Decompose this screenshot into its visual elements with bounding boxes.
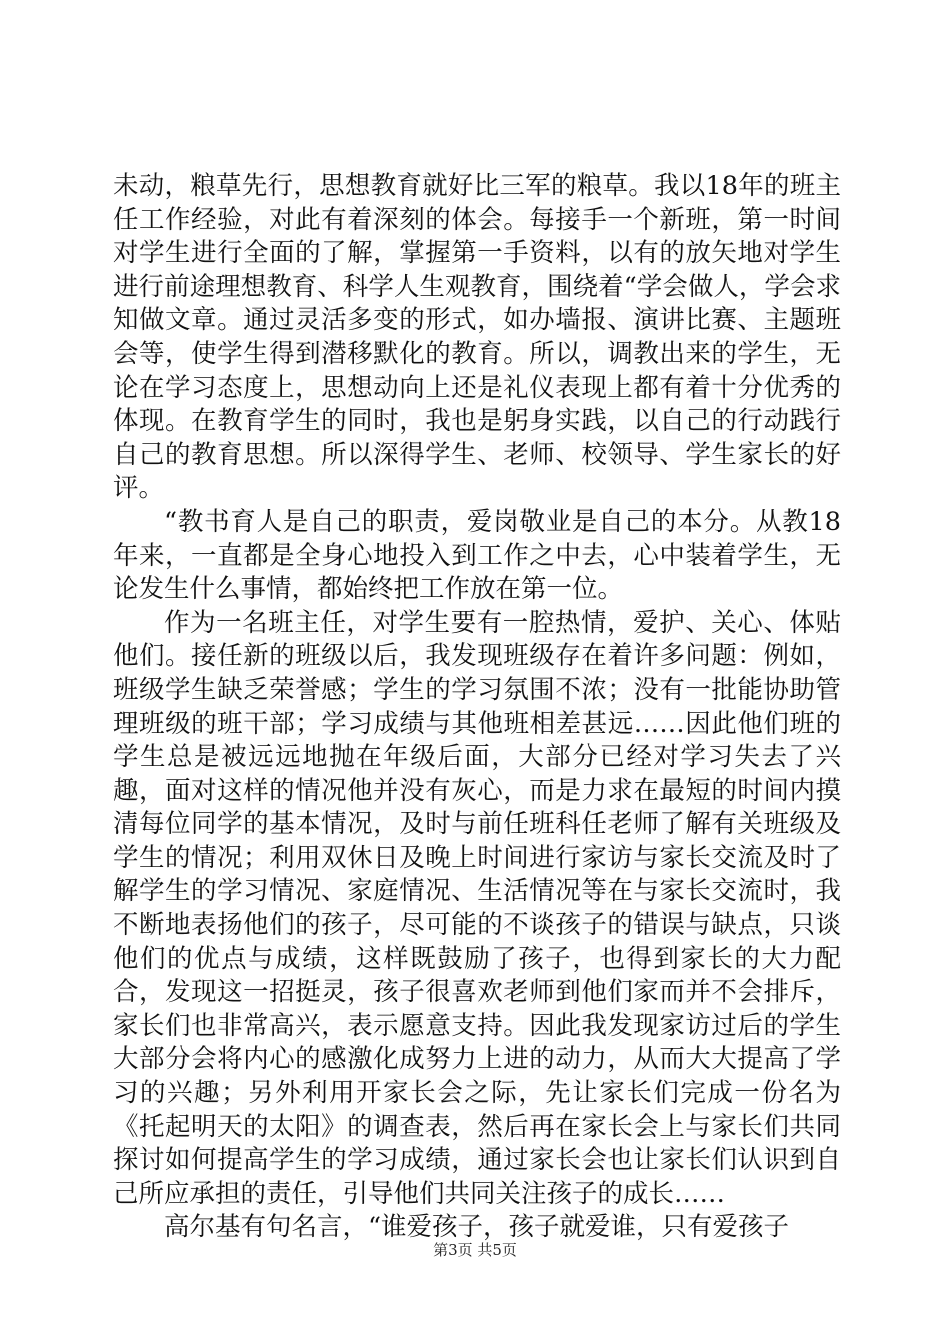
page-footer: 第3页 共5页 <box>433 1241 517 1259</box>
paragraph-2: “教书育人是自己的职责，爱岗敬业是自己的本分。从教18年来，一直都是全身心地投入到工作之中去，心中装着学生，无论发生什么事情，都始终把工作放在第一位。 <box>113 506 841 605</box>
document-body <box>113 170 841 1245</box>
paragraph-1: 未动，粮草先行，思想教育就好比三军的粮草。我以18年的班主任工作经验，对此有着深刻的体会。每接手一个新班，第一时间对学生进行全面的了解，掌握第一手资料，以有的放矢地对学生进行前途理想教育、科学人生观教育，围绕着“学会做人，学会求知做文章。通过灵活多变的形式，如办墙报、演讲比赛、主题班会等，使学生得到潜移默化的教育。所以，调教出来的学生，无论在学习态度上，思想动向上还是礼仪表现上都有着十分优秀的体现。在教育学生的同时，我也是躬身实践，以自己的行动践行自己的教育思想。所以深得学生、老师、校领导、学生家长的好评。 <box>113 171 841 504</box>
paragraph-3: 作为一名班主任，对学生要有一腔热情，爱护、关心、体贴他们。接任新的班级以后，我发现班级存在着许多问题：例如，班级学生缺乏荣誉感；学生的学习氛围不浓；没有一批能协助管理班级的班干部；学习成绩与其他班相差甚远……因此他们班的学生总是被远远地抛在年级后面，大部分已经对学习失去了兴趣，面对这样的情况他并没有灰心，而是力求在最短的时间内摸清每位同学的基本情况，及时与前任班科任老师了解有关班级及学生的情况；利用双休日及晚上时间进行家访与家长交流及时了解学生的学习情况、家庭情况、生活情况等在与家长交流时，我不断地表扬他们的孩子，尽可能的不谈孩子的错误与缺点，只谈他们的优点与成绩，这样既鼓励了孩子，也得到家长的大力配合，发现这一招挺灵，孩子很喜欢老师到他们家而并不会排斥，家长们也非常高兴，表示愿意支持。因此我发现家访过后的学生大部分会将内心的感激化成努力上进的动力，从而大大提高了学习的兴趣；另外利用开家长会之际，先让家长们完成一份名为《托起明天的太阳》的调查表，然后再在家长会上与家长们共同探讨如何提高学生的学习成绩，通过家长会也让家长们认识到自己所应承担的责任，引导他们共同关注孩子的成长…… <box>113 607 841 1209</box>
paragraph-4: 高尔基有句名言，“谁爱孩子，孩子就爱谁，只有爱孩子 <box>164 1212 790 1243</box>
